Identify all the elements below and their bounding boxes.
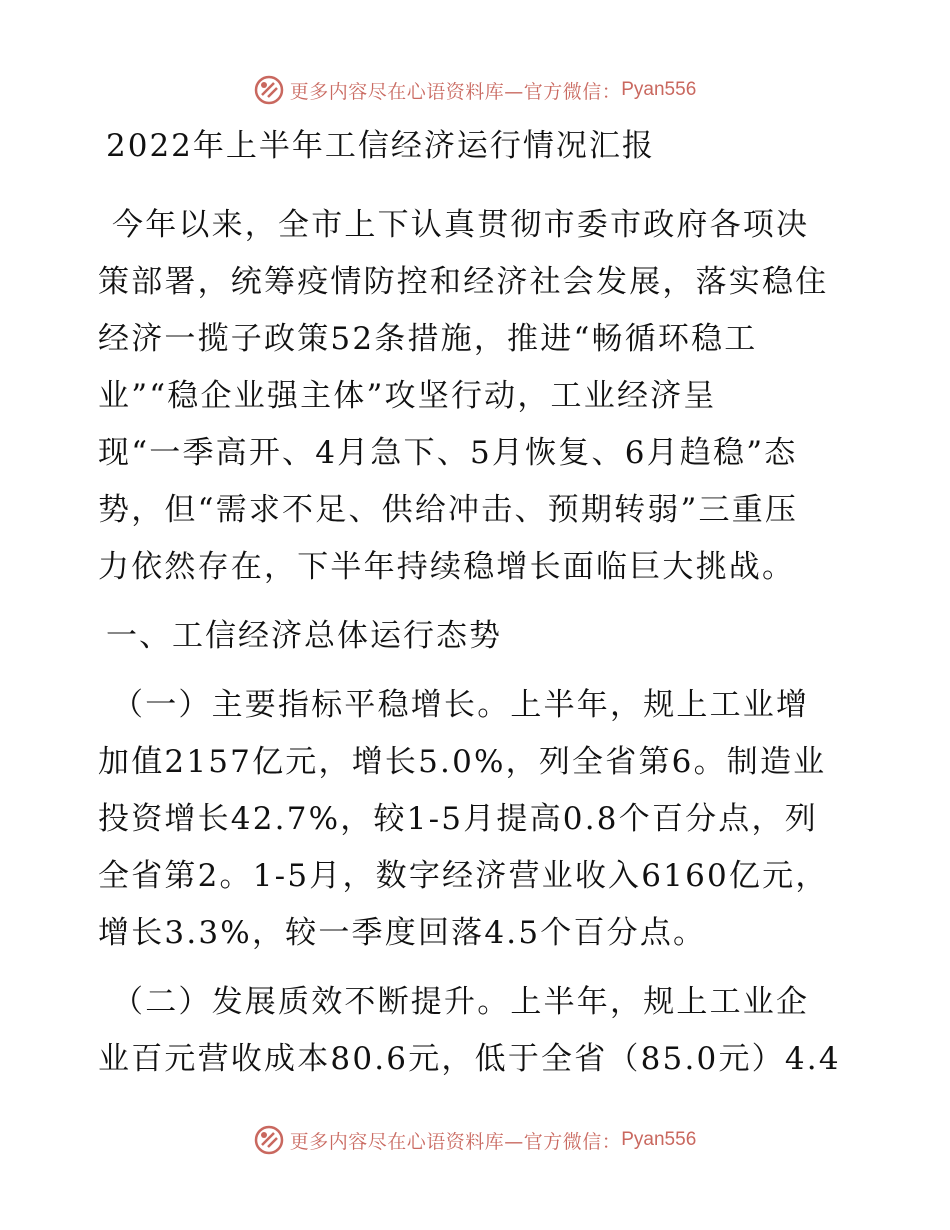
section-paragraph-quality	[98, 974, 858, 1088]
intro-line: 现“一季高开、4月急下、5月恢复、6月趋稳”态	[98, 435, 798, 471]
paragraph-line: 业百元营收成本80.6元，低于全省（85.0元）4.4	[98, 1041, 841, 1077]
section-heading: 一、工信经济总体运行态势	[106, 618, 502, 654]
watermark-text: 更多内容尽在心语资料库—官方微信：	[289, 1130, 622, 1153]
watermark-wechat-id: Pyan556	[621, 1129, 697, 1150]
paragraph-line: （一）主要指标平稳增长。上半年，规上工业增	[112, 687, 810, 723]
watermark-header	[0, 70, 950, 110]
paragraph-line: 加值2157亿元，增长5.0%，列全省第6。制造业	[98, 744, 827, 780]
intro-line: 力依然存在，下半年持续稳增长面临巨大挑战。	[98, 549, 796, 585]
watermark-wechat-id: Pyan556	[621, 79, 697, 100]
paragraph-line: 全省第2。1-5月，数字经济营业收入6160亿元，	[98, 858, 829, 894]
paragraph-line: 投资增长42.7%，较1-5月提高0.8个百分点，列	[98, 801, 818, 837]
watermark-text: 更多内容尽在心语资料库—官方微信：	[289, 80, 622, 103]
intro-paragraph	[98, 197, 858, 596]
paragraph-line: 增长3.3%，较一季度回落4.5个百分点。	[98, 915, 707, 951]
section-paragraph-indicators	[98, 677, 858, 962]
document-title: 2022年上半年工信经济运行情况汇报	[106, 128, 655, 164]
intro-line: 经济一揽子政策52条措施，推进“畅循环稳工	[98, 321, 758, 357]
brand-logo-icon	[254, 75, 284, 105]
watermark-footer	[0, 1120, 950, 1160]
intro-line: 策部署，统筹疫情防控和经济社会发展，落实稳住	[98, 264, 829, 300]
paragraph-line: （二）发展质效不断提升。上半年，规上工业企	[112, 984, 810, 1020]
intro-line: 今年以来，全市上下认真贯彻市委市政府各项决	[112, 207, 810, 243]
brand-logo-icon	[254, 1125, 284, 1155]
document-body	[98, 122, 858, 1088]
intro-line: 势，但“需求不足、供给冲击、预期转弱”三重压	[98, 492, 799, 528]
intro-line: 业”“稳企业强主体”攻坚行动，工业经济呈	[98, 378, 717, 414]
